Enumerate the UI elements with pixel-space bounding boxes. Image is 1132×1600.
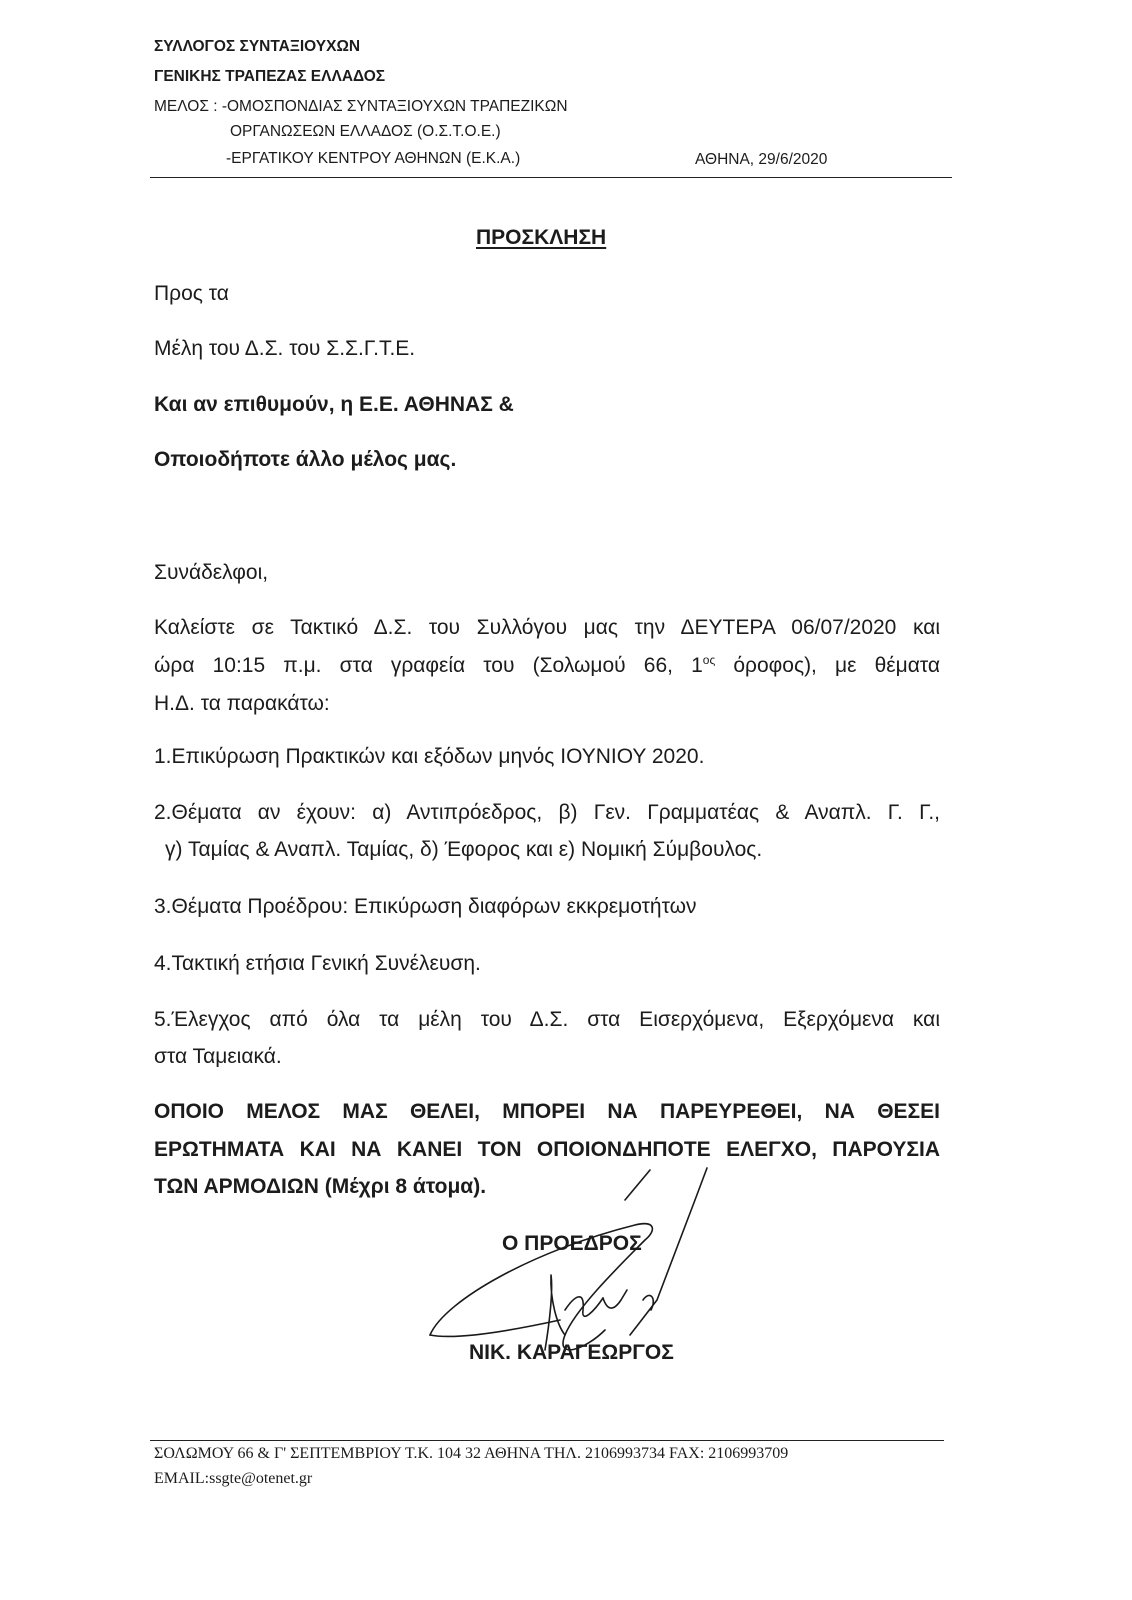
agenda-item-3: 3.Θέματα Προέδρου: Επικύρωση διαφόρων εκκρεμοτήτων: [154, 895, 697, 918]
agenda-item-4: 4.Τακτική ετήσια Γενική Συνέλευση.: [154, 952, 481, 975]
membership-line3: -ΕΡΓΑΤΙΚΟΥ ΚΕΝΤΡΟΥ ΑΘΗΝΩΝ (Ε.Κ.Α.): [226, 150, 521, 167]
agenda-item-1: 1.Επικύρωση Πρακτικών και εξόδων μηνός ΙΟΥΝΙΟΥ 2020.: [154, 745, 705, 768]
org-name-line2: ΓΕΝΙΚΗΣ ΤΡΑΠΕΖΑΣ ΕΛΛΑΔΟΣ: [154, 68, 386, 85]
recipients-line1: Μέλη του Δ.Σ. του Σ.Σ.Γ.Τ.Ε.: [154, 337, 416, 360]
intro-line3: Η.Δ. τα παρακάτω:: [154, 692, 330, 715]
recipients-line3: Οποιοδήποτε άλλο μέλος μας.: [154, 448, 457, 471]
agenda-item-5-line1: 5.Έλεγχος από όλα τα μέλη του Δ.Σ. στα Εισερχόμενα, Εξερχόμενα και: [154, 1008, 940, 1031]
intro-line2: ώρα 10:15 π.μ. στα γραφεία του (Σολωμού 66, $1^{o\varsigma}$ όροφος), με θέματα: [154, 653, 940, 677]
place-date: ΑΘΗΝΑ, 29/6/2020: [695, 151, 828, 168]
header-divider: [150, 177, 952, 178]
notice-line3: ΤΩΝ ΑΡΜΟΔΙΩΝ (Μέχρι 8 άτομα).: [154, 1175, 487, 1198]
recipients-intro: Προς τα: [154, 282, 229, 305]
agenda-item-2-line2: γ) Ταμίας & Αναπλ. Ταμίας, δ) Έφορος και ε) Νομική Σύμβουλος.: [165, 838, 763, 861]
signatory-role: Ο ΠΡΟΕΔΡΟΣ: [502, 1232, 642, 1255]
membership-line1: ΜΕΛΟΣ : -ΟΜΟΣΠΟΝΔΙΑΣ ΣΥΝΤΑΞΙΟΥΧΩΝ ΤΡΑΠΕΖΙΚΩΝ: [154, 98, 568, 115]
agenda-item-5-line2: στα Ταμειακά.: [154, 1045, 282, 1068]
notice-line2: ΕΡΩΤΗΜΑΤΑ ΚΑΙ ΝΑ ΚΑΝΕΙ ΤΟΝ ΟΠΟΙΟΝΔΗΠΟΤΕ ΕΛΕΓΧΟ, ΠΑΡΟΥΣΙΑ: [154, 1138, 940, 1161]
footer-divider: [150, 1440, 944, 1441]
greeting: Συνάδελφοι,: [154, 561, 269, 584]
intro-line1: Καλείστε σε Τακτικό Δ.Σ. του Συλλόγου μας την ΔΕΥΤΕΡΑ 06/07/2020 και: [154, 616, 940, 639]
agenda-item-2-line1: 2.Θέματα αν έχουν: α) Αντιπρόεδρος, β) Γεν. Γραμματέας & Αναπλ. Γ. Γ.,: [154, 801, 940, 824]
footer-email: EMAIL:ssgte@otenet.gr: [154, 1470, 313, 1487]
recipients-line2: Και αν επιθυμούν, η Ε.Ε. ΑΘΗΝΑΣ &: [154, 393, 514, 416]
signatory-name: ΝΙΚ. ΚΑΡΑΓΕΩΡΓΟΣ: [469, 1341, 674, 1364]
footer-address: ΣΟΛΩΜΟΥ 66 & Γ' ΣΕΠΤΕΜΒΡΙΟΥ Τ.Κ. 104 32 ΑΘΗΝΑ ΤΗΛ. 2106993734 FAX: 2106993709: [154, 1445, 789, 1462]
membership-line2: ΟΡΓΑΝΩΣΕΩΝ ΕΛΛΑΔΟΣ (Ο.Σ.Τ.Ο.Ε.): [230, 123, 501, 140]
notice-line1: ΟΠΟΙΟ ΜΕΛΟΣ ΜΑΣ ΘΕΛΕΙ, ΜΠΟΡΕΙ ΝΑ ΠΑΡΕΥΡΕΘΕΙ, ΝΑ ΘΕΣΕΙ: [154, 1100, 940, 1123]
org-name-line1: ΣΥΛΛΟΓΟΣ ΣΥΝΤΑΞΙΟΥΧΩΝ: [154, 38, 361, 55]
document-title: ΠΡΟΣΚΛΗΣΗ: [476, 226, 607, 249]
